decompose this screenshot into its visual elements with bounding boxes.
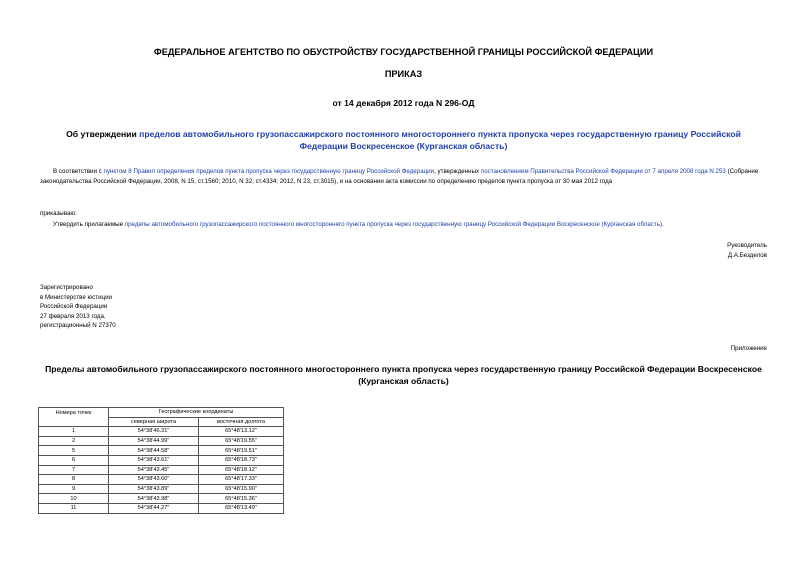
table-row	[39, 475, 284, 485]
registration-line: регистрационный N 27370	[40, 322, 116, 330]
registration-line: в Министерстве юстиции	[40, 293, 113, 301]
table-row	[39, 465, 284, 475]
preamble-text-3: (Собрание законодательства Российской Федерации, 2008, N 15, ст.1560; 2010, N 32, ст.4334; 2012, N 23, ст.3015), и на основании акта комиссии по определению пределов пункта пропуска от 30 мая 2012 года	[40, 168, 759, 185]
table-row	[39, 503, 284, 513]
point-number-cell: 8	[39, 475, 109, 485]
government-decree-link[interactable]: постановлением Правительства Российской Федерации от 7 апреля 2008 года N 253	[480, 168, 726, 175]
order-paragraph	[40, 220, 768, 230]
order-text-prefix: Утвердить прилагаемые	[53, 221, 125, 228]
appendix-title: Пределы автомобильного грузопассажирского постоянного многостороннего пункта пропуска через государственную границу Российской Федерации Воскресенское (Курганская область)	[45, 364, 762, 386]
longitude-cell: 65°48'19.55"	[199, 436, 284, 446]
column-header-point: Номера точек	[39, 408, 109, 427]
title-link[interactable]: пределов автомобильного грузопассажирского постоянного многостороннего пункта пропуска через государственную границу Российской Федерации Воскресенское (Курганская область)	[139, 129, 741, 151]
title-prefix: Об утверждении	[66, 129, 140, 139]
latitude-cell: 54°38'44.58"	[109, 446, 199, 456]
latitude-cell: 54°38'44.27"	[109, 503, 199, 513]
latitude-cell: 54°38'43.60"	[109, 475, 199, 485]
column-header-latitude: северная широта	[109, 417, 199, 427]
point-number-cell: 5	[39, 446, 109, 456]
document-title	[50, 128, 757, 152]
registration-block	[40, 283, 116, 331]
registration-line: Российской Федерации	[40, 303, 108, 311]
latitude-cell: 54°38'44.99"	[109, 436, 199, 446]
preamble-text-2: , утвержденных	[434, 168, 481, 175]
longitude-cell: 65°48'13.49"	[199, 503, 284, 513]
longitude-cell: 65°48'19.51"	[199, 446, 284, 456]
latitude-cell: 54°38'43.89"	[109, 484, 199, 494]
table-row	[39, 494, 284, 504]
table-row	[39, 455, 284, 465]
signature-name: Д.А.Безделов	[727, 252, 767, 259]
table-row	[39, 427, 284, 437]
table-row	[39, 436, 284, 446]
point-number-cell: 11	[39, 503, 109, 513]
registration-line: Зарегистрировано	[40, 284, 93, 291]
longitude-cell: 65°48'18.12"	[199, 465, 284, 475]
latitude-cell: 54°38'46.31"	[109, 427, 199, 437]
signature-position: Руководитель	[727, 242, 767, 249]
longitude-cell: 65°48'17.33"	[199, 475, 284, 485]
appendix-label: Приложение	[730, 345, 767, 352]
document-type: ПРИКАЗ	[384, 69, 423, 79]
registration-line: 27 февраля 2013 года,	[40, 312, 106, 320]
agency-heading: ФЕДЕРАЛЬНОЕ АГЕНТСТВО ПО ОБУСТРОЙСТВУ ГОСУДАРСТВЕННОЙ ГРАНИЦЫ РОССИЙСКОЙ ФЕДЕРАЦИИ	[153, 47, 654, 57]
latitude-cell: 54°38'43.98"	[109, 494, 199, 504]
longitude-cell: 65°48'13.12"	[199, 427, 284, 437]
limits-link[interactable]: пределы автомобильного грузопассажирского постоянного многостороннего пункта пропуска через государственную границу Российской Федерации Воскресенское (Курганская область)	[124, 221, 663, 228]
point-number-cell: 10	[39, 494, 109, 504]
longitude-cell: 65°48'18.73"	[199, 455, 284, 465]
order-text-suffix: .	[662, 221, 664, 228]
latitude-cell: 54°38'43.45"	[109, 465, 199, 475]
point-number-cell: 1	[39, 427, 109, 437]
column-header-longitude: восточная долгота	[199, 417, 284, 427]
preamble-paragraph	[40, 167, 768, 186]
preamble-text-1: В соответствии с	[53, 168, 104, 175]
column-header-coordinates: Географические координаты	[109, 408, 284, 418]
latitude-cell: 54°38'43.61"	[109, 455, 199, 465]
longitude-cell: 65°48'15.36"	[199, 494, 284, 504]
coordinates-table	[38, 407, 284, 514]
table-header-row	[39, 408, 284, 418]
table-row	[39, 446, 284, 456]
point-number-cell: 6	[39, 455, 109, 465]
point-number-cell: 2	[39, 436, 109, 446]
point-number-cell: 7	[39, 465, 109, 475]
order-label: приказываю:	[40, 210, 77, 217]
table-row	[39, 484, 284, 494]
longitude-cell: 65°48'15.90"	[199, 484, 284, 494]
rules-link[interactable]: пунктом 8 Правил определения пределов пункта пропуска через государственную границу Российской Федерации	[103, 168, 435, 175]
document-date: от 14 декабря 2012 года N 296-ОД	[332, 98, 475, 108]
point-number-cell: 9	[39, 484, 109, 494]
